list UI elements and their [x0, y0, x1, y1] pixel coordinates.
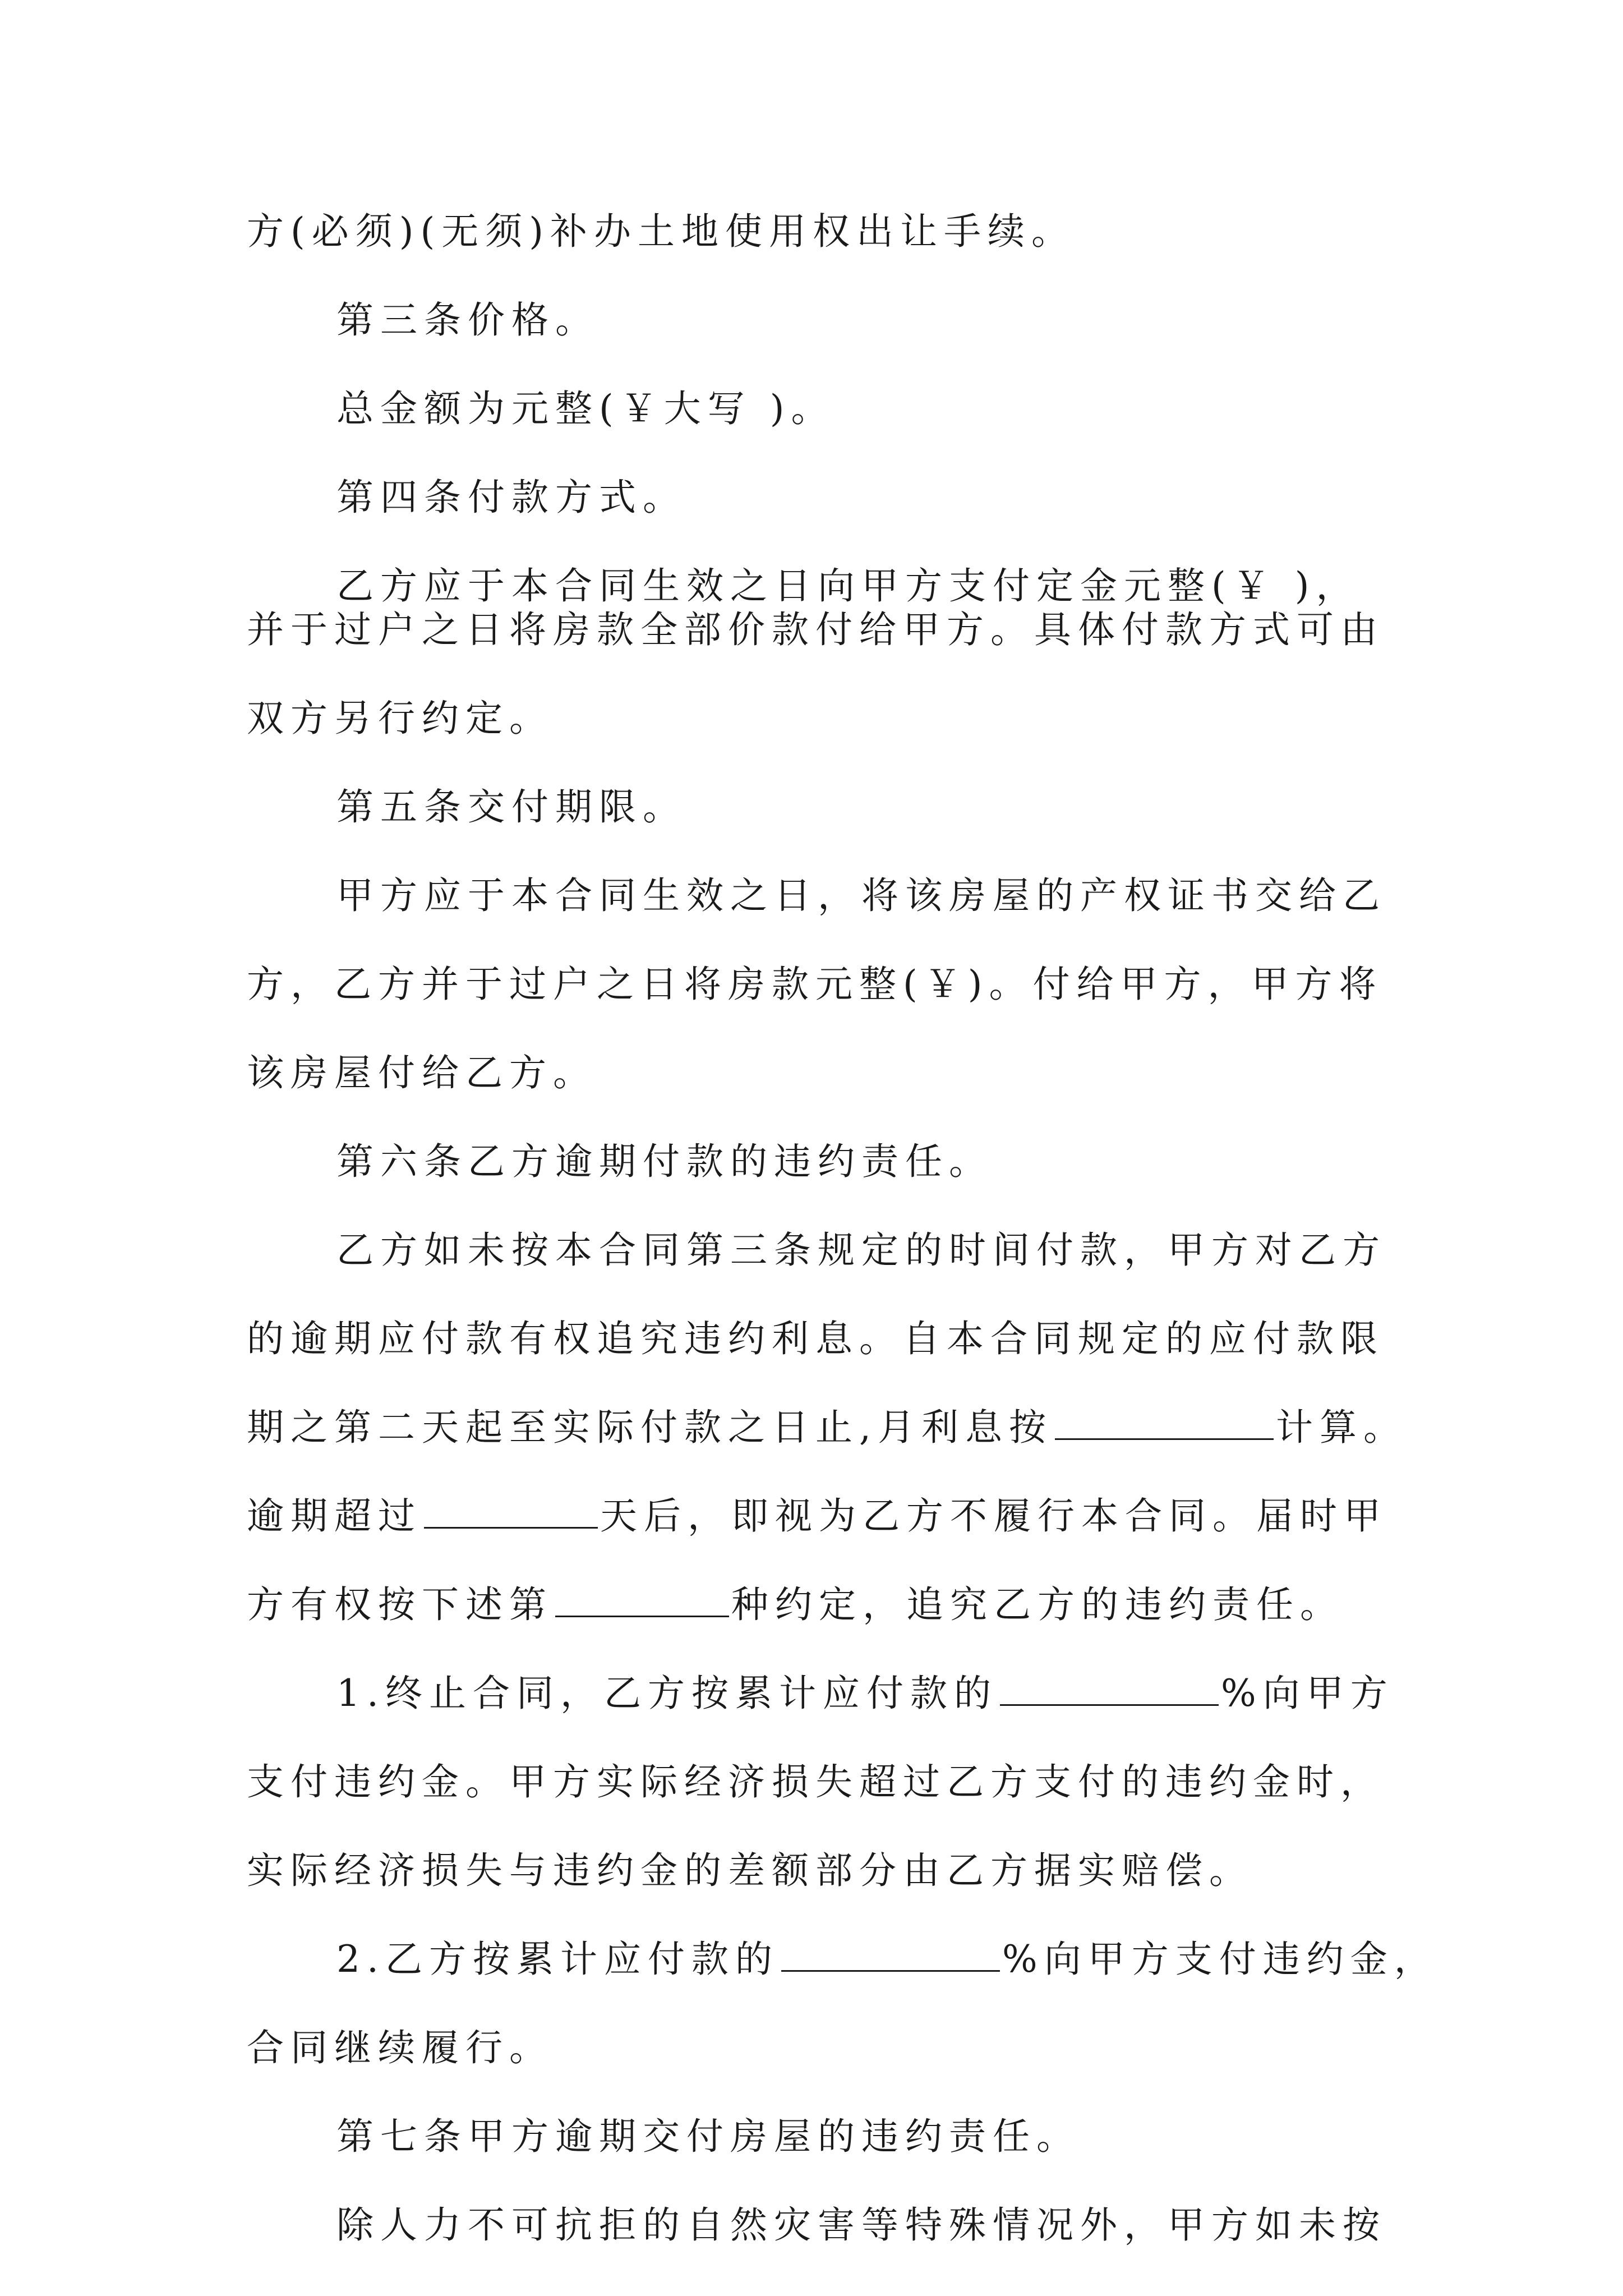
text-line: 甲方应于本合同生效之日，将该房屋的产权证书交给乙	[336, 874, 1386, 917]
text-segment: %向甲方支付违约金，	[1002, 1938, 1438, 1981]
fill-in-blank	[424, 1494, 598, 1529]
text-segment: 计算。	[1275, 1406, 1407, 1449]
text-line: 该房屋付给乙方。	[247, 1051, 597, 1094]
section-heading-payment: 第四条付款方式。	[336, 476, 686, 519]
text-line: 除人力不可抗拒的自然灾害等特殊情况外，甲方如未按	[336, 2203, 1386, 2247]
text-line	[247, 1405, 1407, 1451]
text-segment: 天后，即视为乙方不履行本合同。届时甲	[600, 1494, 1387, 1538]
fill-in-blank	[1000, 1672, 1219, 1706]
text-segment: 2.乙方按累计应付款的	[336, 1938, 779, 1981]
text-segment: 种约定，追究乙方的违约责任。	[731, 1583, 1344, 1626]
text-line: 实际经济损失与违约金的差额部分由乙方据实赔偿。	[247, 1849, 1253, 1892]
text-line: 方(必须)(无须)补办土地使用权出让手续。	[247, 210, 1075, 253]
text-segment: 1.终止合同，乙方按累计应付款的	[336, 1672, 998, 1715]
text-line: 合同继续履行。	[247, 2026, 553, 2069]
text-segment: %向甲方	[1220, 1672, 1394, 1715]
text-segment: 逾期超过	[247, 1494, 422, 1538]
text-line: 乙方应于本合同生效之日向甲方支付定金元整(￥ )，	[336, 564, 1360, 608]
text-line	[247, 1493, 1387, 1539]
section-heading-delivery: 第五条交付期限。	[336, 785, 686, 829]
text-line: 并于过户之日将房款全部价款付给甲方。具体付款方式可由	[247, 608, 1384, 651]
text-line	[336, 1671, 1394, 1717]
text-line: 乙方如未按本合同第三条规定的时间付款，甲方对乙方	[336, 1228, 1386, 1272]
text-line	[247, 1582, 1344, 1628]
text-line: 方，乙方并于过户之日将房款元整(￥)。付给甲方，甲方将	[247, 963, 1383, 1006]
fill-in-blank	[555, 1583, 729, 1617]
fill-in-blank	[781, 1938, 1000, 1972]
text-line	[336, 1936, 1438, 1982]
section-heading-price: 第三条价格。	[336, 298, 599, 342]
text-line: 支付违约金。甲方实际经济损失超过乙方支付的违约金时，	[247, 1760, 1384, 1803]
text-line: 双方另行约定。	[247, 697, 553, 740]
section-heading-late-delivery: 第七条甲方逾期交付房屋的违约责任。	[336, 2115, 1080, 2158]
fill-in-blank	[1055, 1406, 1274, 1440]
text-line: 总金额为元整(￥大写 )。	[336, 387, 835, 430]
text-line: 的逾期应付款有权追究违约利息。自本合同规定的应付款限	[247, 1317, 1384, 1360]
text-segment: 期之第二天起至实际付款之日止,月利息按	[247, 1406, 1053, 1449]
section-heading-late-payment: 第六条乙方逾期付款的违约责任。	[336, 1140, 993, 1183]
text-segment: 方有权按下述第	[247, 1583, 553, 1626]
